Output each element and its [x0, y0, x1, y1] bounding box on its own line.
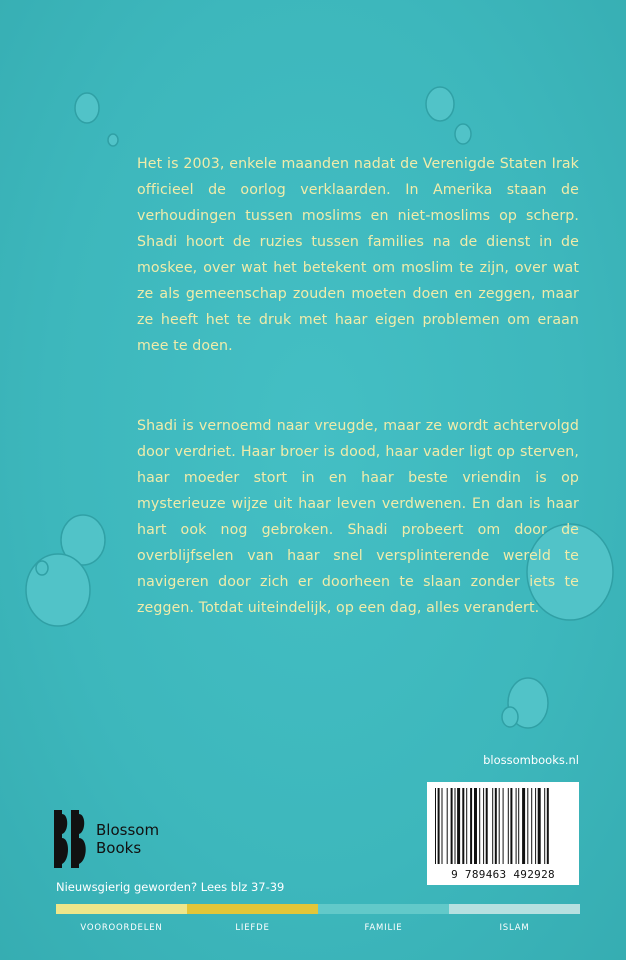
- category-bar: [56, 904, 580, 933]
- barcode-bar: [486, 788, 488, 864]
- category-label: LIEFDE: [235, 923, 270, 933]
- barcode-bar: [508, 788, 509, 864]
- barcode-bar: [474, 788, 477, 864]
- barcode-bar: [447, 788, 448, 864]
- barcode-bar: [522, 788, 525, 864]
- barcode-bar: [470, 788, 472, 864]
- barcode-bar: [531, 788, 532, 864]
- barcode-bar: [479, 788, 480, 864]
- category-familie: [318, 904, 449, 933]
- barcode-bar: [442, 788, 443, 864]
- category-liefde: [187, 904, 318, 933]
- category-islam: [449, 904, 580, 933]
- barcode-bar: [462, 788, 464, 864]
- barcode-bar: [516, 788, 517, 864]
- barcode-bar: [455, 788, 456, 864]
- barcode-bar: [518, 788, 519, 864]
- barcode-bar: [457, 788, 460, 864]
- barcode-bar: [499, 788, 500, 864]
- barcode-bar: [535, 788, 536, 864]
- category-label: ISLAM: [499, 923, 530, 933]
- barcode-bar: [483, 788, 484, 864]
- barcode-bars: [433, 788, 573, 868]
- barcode-bar: [547, 788, 549, 864]
- synopsis-paragraph: Shadi is vernoemd naar vreugde, maar ze wordt achtervolgd door verdriet. Haar broer is dood, haar vader ligt op sterven, haar moeder stort in en haar beste vriendin is op mysterieuze wijze uit haar leven verdwenen. En dan is haar hart ook nog gebroken. Shadi probeert om door de overblijfselen van haar snel versplinterende wereld te navigeren door zich er doorheen te slaan zonder iets te zeggen. Totdat uiteindelijk, op een dag, alles verandert.: [137, 418, 579, 616]
- category-vooroordelen: [56, 904, 187, 933]
- barcode-bar: [510, 788, 512, 864]
- publisher-name-line2: Books: [96, 839, 142, 857]
- category-label: FAMILIE: [364, 923, 403, 933]
- synopsis-paragraph: Het is 2003, enkele maanden nadat de Verenigde Staten Irak officieel de oorlog verklaarden. In Amerika staan de verhoudingen tussen moslims en niet-moslims op scherp. Shadi hoort de ruzies tussen families na de dienst in de moskee, over wat het betekent om moslim te zijn, over wat ze als gemeenschap zouden moeten doen en zeggen, maar ze heeft het te druk met haar eigen problemen om eraan mee te doen.: [137, 156, 579, 354]
- barcode-bar: [492, 788, 493, 864]
- publisher-name-line1: Blossom: [96, 821, 160, 839]
- category-color-bar: [187, 904, 318, 914]
- barcode-bar: [544, 788, 545, 864]
- barcode-bar: [438, 788, 440, 864]
- barcode-bar: [451, 788, 453, 864]
- category-label: VOOROORDELEN: [80, 923, 163, 933]
- category-color-bar: [449, 904, 580, 914]
- isbn-barcode: [427, 782, 579, 885]
- barcode-bar: [466, 788, 467, 864]
- barcode-bar: [538, 788, 541, 864]
- barcode-bar: [503, 788, 504, 864]
- barcode-bar: [495, 788, 497, 864]
- category-color-bar: [56, 904, 187, 914]
- publisher-name: [96, 821, 159, 857]
- barcode-bar: [527, 788, 528, 864]
- category-color-bar: [318, 904, 449, 914]
- teaser-text: Nieuwsgierig geworden? Lees blz 37-39: [56, 880, 285, 894]
- isbn-number: 9 789463 492928: [451, 868, 555, 881]
- website-url[interactable]: blossombooks.nl: [483, 753, 579, 767]
- barcode-bar: [435, 788, 436, 864]
- publisher-logo: [54, 810, 159, 868]
- blossom-books-logo-icon: [54, 810, 88, 868]
